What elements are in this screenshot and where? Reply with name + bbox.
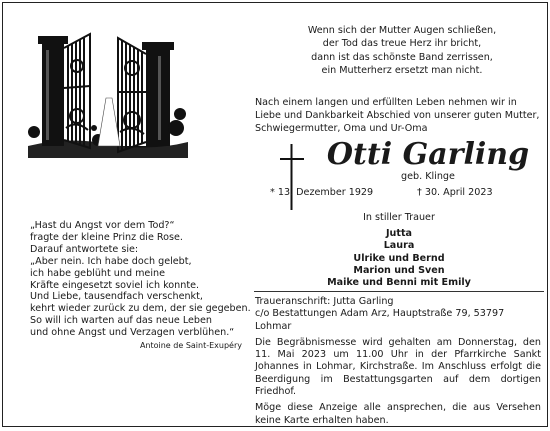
mourning-address-line: c/o Bestattungen Adam Arz, Hauptstraße 79, 53797 Lohmar (255, 308, 505, 332)
closing-note: Möge diese Anzeige alle ansprechen, die aus Versehen keine Karte erhalten haben. (255, 402, 541, 426)
quote-line: kehrt wieder zurück zu dem, der sie gegeben. (30, 303, 251, 315)
mourner-name: Maike und Benni mit Emily (327, 277, 471, 289)
poem-line: der Tod das treue Herz ihr bricht, (322, 38, 482, 50)
mourner-name: Ulrike und Bernd (353, 252, 445, 264)
quote-line: Kräfte eingesetzt soviel ich konnte. (30, 279, 200, 291)
service-notes (255, 296, 541, 431)
cross-icon (280, 144, 304, 210)
birth-date: * 13. Dezember 1929 (270, 187, 374, 198)
death-date: † 30. April 2023 (417, 187, 493, 198)
quote-line: „Aber nein. Ich habe doch gelebt, (30, 255, 192, 267)
poem-line: dann ist das schönste Band zerrissen, (311, 51, 493, 63)
poem-line: Wenn sich der Mutter Augen schließen, (307, 25, 497, 36)
quote-author: Antoine de Saint-Exupéry (139, 341, 242, 351)
quote-line: und ohne Angst und Verzagen verblühen.“ (30, 327, 235, 339)
intro-text: Nach einem langen und erfüllten Leben nehmen wir in Liebe und Dankbarkeit Abschied von unserer guten Mutter, Schwiegermutter, Oma und Ur-Oma (255, 97, 540, 134)
quote-line: ich habe geblüht und meine (30, 267, 165, 279)
mourners-block (256, 212, 542, 289)
mourning-address-line: Traueranschrift: Jutta Garling (255, 296, 394, 307)
quote-line: Darauf antwortete sie: (30, 243, 139, 255)
deceased-name: Otti Garling (326, 137, 530, 172)
section-divider (254, 291, 544, 292)
service-details: Die Begräbnismesse wird gehalten am Donnerstag, den 11. Mai 2023 um 11.00 Uhr in der Pfarrkirche Sankt Johannes in Lohmar, Kirchstraße. Im Anschluss erfolgt die Beerdigung im Bestattungsgarten auf dem dortigen Friedhof. (255, 336, 541, 398)
poem-line: ein Mutterherz ersetzt man nicht. (321, 65, 483, 77)
quote-line: „Hast du Angst vor dem Tod?“ (30, 220, 175, 231)
mourner-name: Laura (383, 240, 415, 252)
birth-name: geb. Klinge (401, 171, 455, 182)
quote-line: fragte der kleine Prinz die Rose. (30, 231, 183, 243)
mourner-name: Jutta (385, 228, 413, 240)
quote-line: Und Liebe, tausendfach verschenkt, (30, 291, 203, 303)
mourning-lead: In stiller Trauer (363, 212, 435, 223)
mourner-name: Marion und Sven (353, 264, 445, 276)
little-prince-quote (30, 220, 251, 352)
opening-poem (262, 24, 542, 78)
garden-gate-illustration (28, 28, 188, 168)
quote-line: So will ich warten auf das neue Leben (30, 315, 213, 327)
